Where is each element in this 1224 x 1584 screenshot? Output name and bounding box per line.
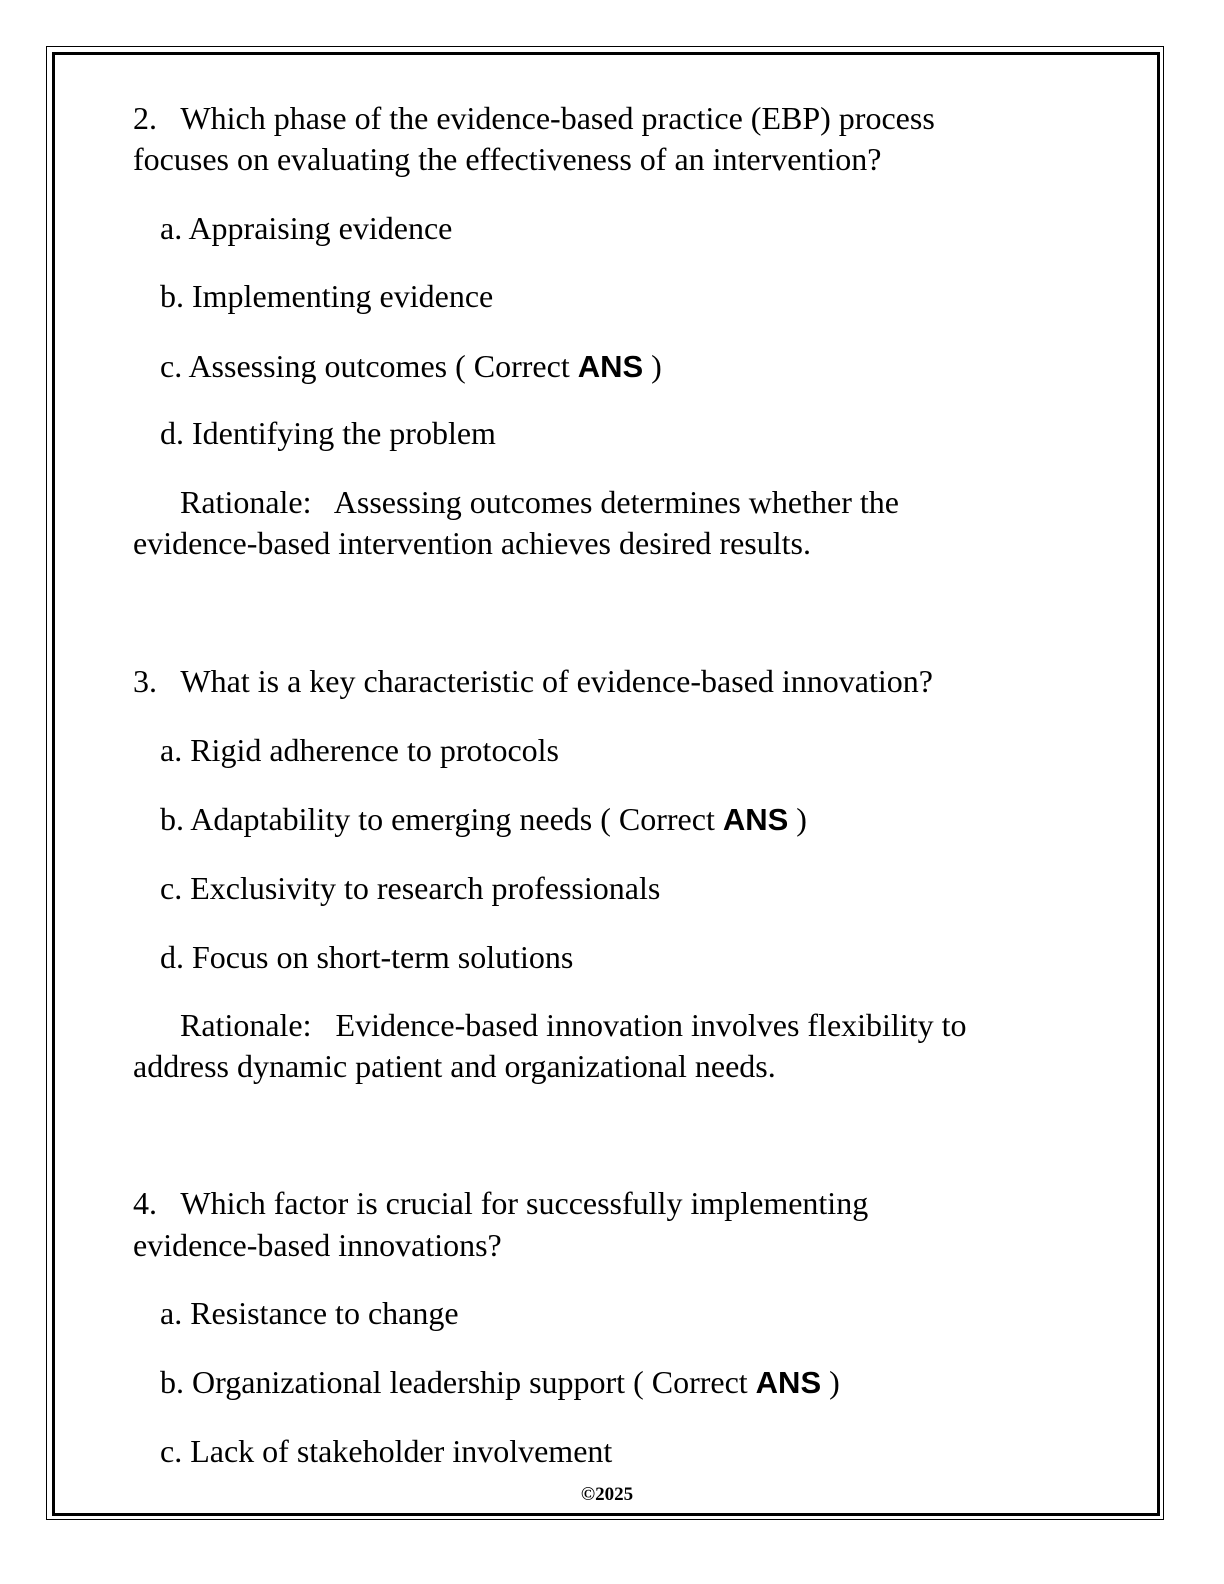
option: d. Identifying the problem — [160, 415, 496, 451]
ans-label: ANS — [722, 802, 789, 837]
option-correct — [160, 348, 662, 385]
option: c. Exclusivity to research professionals — [160, 870, 661, 906]
question-number: 3. — [133, 663, 157, 699]
correct-close: ) — [821, 1364, 840, 1400]
copyright-footer: ©2025 — [580, 1484, 634, 1505]
option-correct — [160, 1364, 840, 1401]
rationale-line-2: evidence-based intervention achieves desired results. — [133, 525, 811, 561]
option: d. Focus on short-term solutions — [160, 939, 574, 975]
rationale-line-1 — [180, 1007, 966, 1043]
question-2-line-1 — [133, 100, 935, 136]
rationale-label: Rationale: — [180, 1007, 312, 1043]
option: b. Implementing evidence — [160, 278, 494, 314]
question-text: What is a key characteristic of evidence-based innovation? — [180, 663, 933, 699]
question-3-line-1 — [133, 663, 933, 699]
ans-label: ANS — [577, 349, 644, 384]
rationale-line-2: address dynamic patient and organizational needs. — [133, 1048, 776, 1084]
question-number: 4. — [133, 1185, 157, 1221]
question-4-line-2: evidence-based innovations? — [133, 1227, 502, 1263]
option: a. Resistance to change — [160, 1295, 459, 1331]
option: a. Appraising evidence — [160, 210, 453, 246]
option: c. Lack of stakeholder involvement — [160, 1433, 613, 1469]
ans-label: ANS — [755, 1365, 822, 1400]
correct-open: ( Correct — [592, 801, 723, 837]
rationale-line-1 — [180, 484, 899, 520]
question-text: Which factor is crucial for successfully implementing — [180, 1185, 869, 1221]
rationale-text: Assessing outcomes determines whether the — [333, 484, 899, 520]
correct-open: ( Correct — [447, 348, 578, 384]
correct-close: ) — [643, 348, 662, 384]
question-4-line-1 — [133, 1185, 868, 1221]
option-text: b. Adaptability to emerging needs — [160, 801, 593, 837]
option: a. Rigid adherence to protocols — [160, 732, 559, 768]
rationale-label: Rationale: — [180, 484, 312, 520]
question-2-line-2: focuses on evaluating the effectiveness of an intervention? — [133, 141, 882, 177]
question-text: Which phase of the evidence-based practice (EBP) process — [180, 100, 935, 136]
option-text: c. Assessing outcomes — [160, 348, 448, 384]
rationale-text: Evidence-based innovation involves flexibility to — [335, 1007, 967, 1043]
option-correct — [160, 801, 807, 838]
correct-open: ( Correct — [625, 1364, 756, 1400]
question-number: 2. — [133, 100, 157, 136]
option-text: b. Organizational leadership support — [160, 1364, 626, 1400]
correct-close: ) — [788, 801, 807, 837]
